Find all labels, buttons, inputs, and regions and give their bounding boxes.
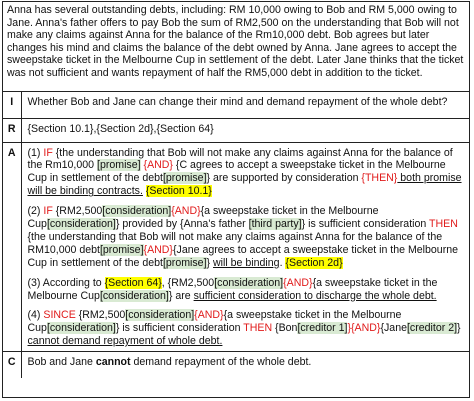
keyword: {AND} bbox=[143, 243, 173, 256]
term-tag: [consideration] bbox=[46, 322, 116, 335]
keyword: {AND} bbox=[194, 309, 224, 322]
conclusion-row bbox=[3, 352, 469, 378]
keyword: IF bbox=[43, 205, 53, 218]
section-ref: {Section 64} bbox=[104, 276, 162, 289]
issue-row bbox=[3, 92, 469, 118]
conclusion-text: Bob and Jane cannot demand repayment of the whole debt. bbox=[21, 352, 469, 378]
conclusion-key: C bbox=[3, 352, 21, 378]
rule-row bbox=[3, 118, 469, 142]
keyword: THEN bbox=[429, 218, 458, 231]
term-tag: [consideration] bbox=[214, 276, 284, 289]
section-ref: {Section 2d} bbox=[285, 256, 343, 269]
application-cell bbox=[21, 142, 469, 352]
term-tag: [consideration] bbox=[125, 309, 195, 322]
term-tag: [promise] bbox=[162, 172, 207, 185]
issue-key: I bbox=[3, 92, 21, 118]
application-point-4: (4) SINCE {RM2,500[consideration]{AND}{a sweepstake ticket in the Melbourne Cup[consideration]} is sufficient consideration THEN {Bon[creditor 1]}{AND}{Jane[creditor 2]} cannot demand repayment of whole debt. bbox=[27, 309, 461, 348]
keyword: {THEN} bbox=[361, 172, 398, 185]
application-key: A bbox=[3, 142, 21, 352]
term-tag: [third party] bbox=[248, 218, 302, 231]
rule-key: R bbox=[3, 118, 21, 142]
keyword: {AND} bbox=[171, 205, 201, 218]
keyword: IF bbox=[43, 146, 53, 159]
keyword: SINCE bbox=[43, 309, 76, 322]
keyword: {AND} bbox=[283, 276, 313, 289]
application-point-1: (1) IF {the understanding that Bob will not make any claims against Anna for the balance of the Rm10,000 [promise] {AND} {C agrees to accept a sweepstake ticket in the Melbourne Cup in settlement of the debt[promise]} are supported by consideration {THEN} both promise will be binding contracts. {Section 10.1} bbox=[27, 146, 462, 198]
term-tag: [consideration] bbox=[46, 218, 116, 231]
irac-document bbox=[2, 1, 470, 398]
section-ref: {Section 10.1} bbox=[145, 185, 212, 198]
term-tag: [consideration] bbox=[99, 289, 169, 302]
issue-text: Whether Bob and Jane can change their mind and demand repayment of the whole debt? bbox=[27, 96, 448, 108]
application-row bbox=[3, 142, 469, 352]
term-tag: [promise] bbox=[162, 256, 207, 269]
term-tag: [creditor 1] bbox=[297, 322, 348, 335]
term-tag: [consideration] bbox=[102, 205, 172, 218]
term-tag: [promise] bbox=[99, 243, 144, 256]
keyword: {AND} bbox=[143, 159, 173, 172]
application-point-2: (2) IF {RM2,500[consideration]{AND}{a sweepstake ticket in the Melbourne Cup[consideration]} provided by {Anna's father [third party]} is sufficient consideration THEN {the understanding that Bob will not make any claims against Anna for the balance of the RM10,000 debt[promise]{AND}{Jane agrees to accept a sweepstake ticket in the Melbourne Cup in settlement of the debt[promise]} will be binding. {Section 2d} bbox=[27, 205, 459, 269]
irac-table bbox=[3, 92, 469, 378]
keyword: THEN bbox=[243, 322, 273, 335]
rule-text: {Section 10.1},{Section 2d},{Section 64} bbox=[21, 118, 469, 142]
term-tag: [creditor 2] bbox=[406, 322, 458, 335]
facts-paragraph: Anna has several outstanding debts, including: RM 10,000 owing to Bob and RM 5,000 owing to Jane. Anna's father offers to pay Bob the sum of RM2,500 on the understanding that Bob will not make any claims against Anna for the balance of the Rm10,000 debt. Bob agrees but later changes his mind and claims the balance of the debt owned by Anna. Jane agrees to accept the sweepstake ticket in the Melbourne Cup in settlement of the debt. Later Jane thinks that the ticket was not sufficient and wants repayment of half the RM5,000 debt in addition to the ticket. bbox=[3, 2, 469, 92]
term-tag: [promise] bbox=[97, 159, 141, 172]
application-point-3: (3) According to {Section 64}, {RM2,500[consideration]{AND}{a sweepstake ticket in the Melbourne Cup[consideration]} are sufficient consideration to discharge the whole debt. bbox=[27, 276, 438, 302]
keyword: }{AND} bbox=[347, 322, 381, 335]
